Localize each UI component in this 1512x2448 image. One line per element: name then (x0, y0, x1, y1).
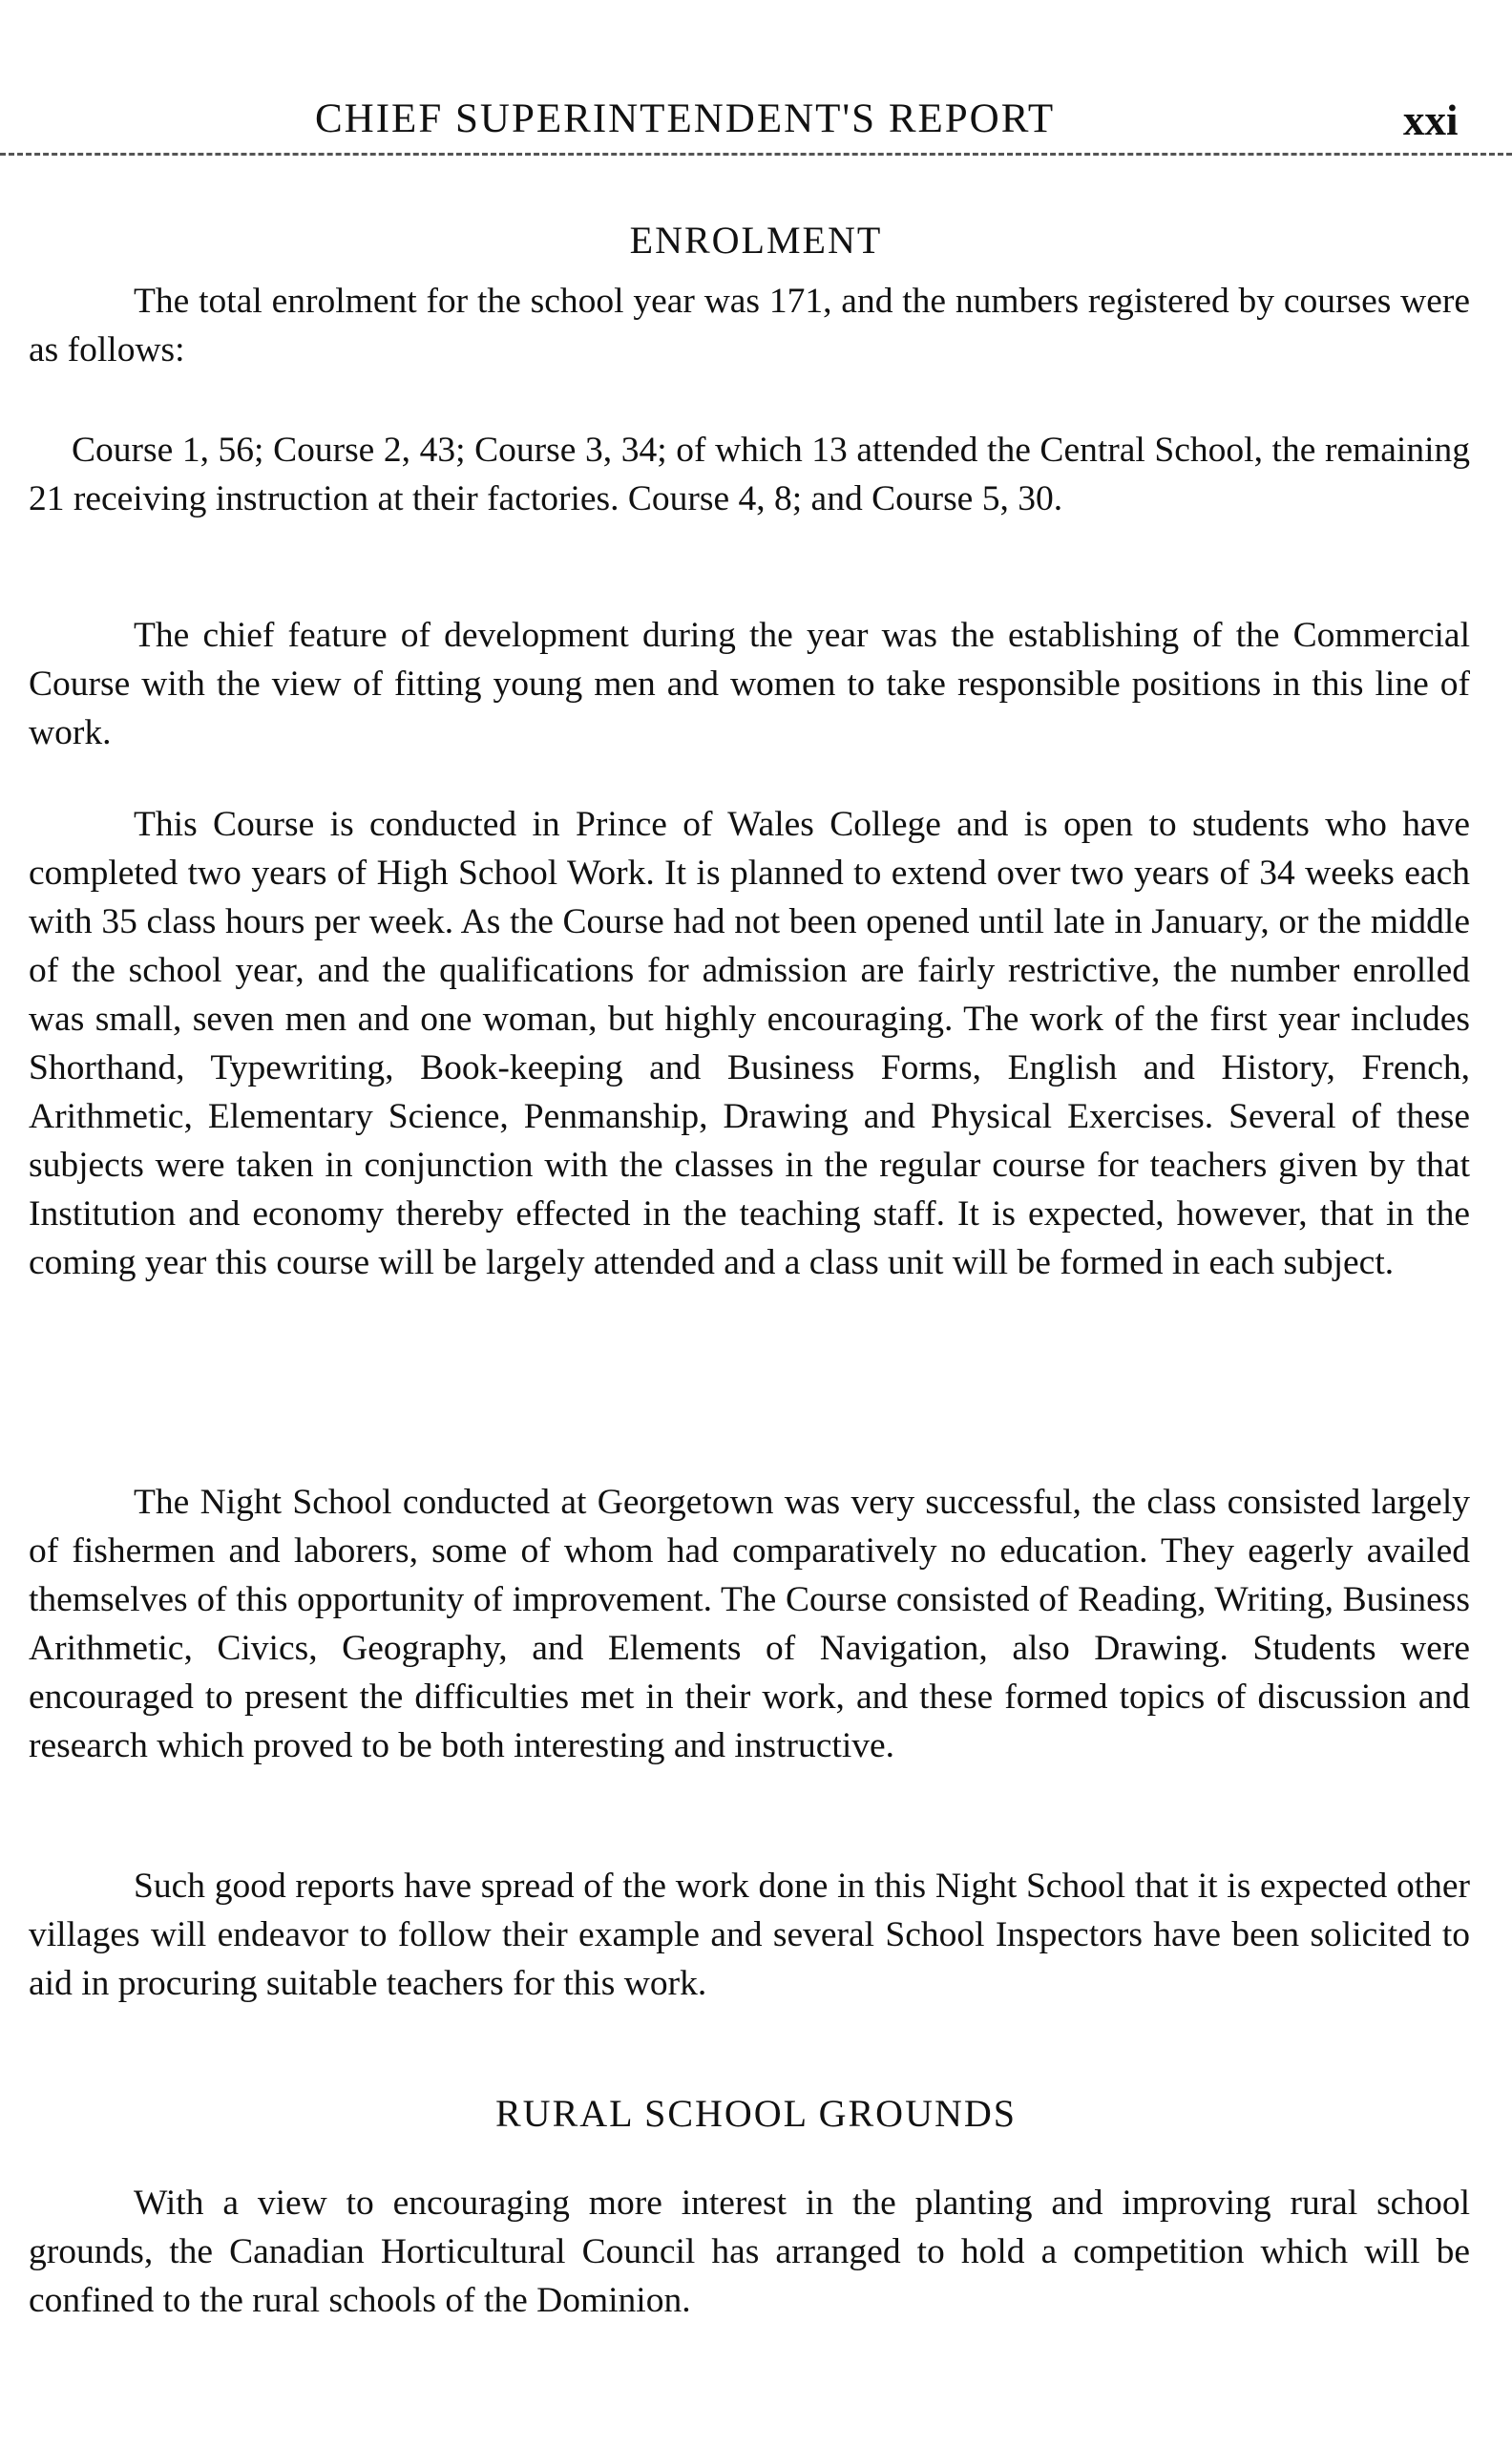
paragraph-rural-school-grounds: With a view to encouraging more interest in the planting and improving rural school grounds, the Canadian Horticultural Council has arranged to hold a competition which will be confined to the rural schools of the Dominion. (29, 2184, 1470, 2320)
paragraph-prince-of-wales-college: This Course is conducted in Prince of Wales College and is open to students who have completed two years of High School Work. It is planned to extend over two years of 34 weeks each with 35 class hours per week. As the Course had not been opened until late in January, or the middle of the school year, and the qualifications for admission are fairly restrictive, the number enrolled was small, seven men and one woman, but highly encouraging. The work of the first year includes Shorthand, Typewriting, Book-keeping and Business Forms, English and History, French, Arithmetic, Elementary Science, Penmanship, Drawing and Physical Exercises. Several of these subjects were taken in conjunction with the classes in the regular course for teachers given by that Institution and economy thereby effected in the teaching staff. It is expected, however, that in the coming year this course will be largely attended and a class unit will be formed in each subject. (29, 805, 1470, 1282)
paragraph-night-school: The Night School conducted at Georgetown was very successful, the class consisted largely of fishermen and laborers, some of whom had comparatively no education. They eagerly availed themselves of this opportunity of improvement. The Course consisted of Reading, Writing, Business Arithmetic, Civics, Geography, and Elements of Navigation, also Drawing. Students were encouraged to present the difficulties met in their work, and these formed topics of discussion and research which proved to be both interesting and instructive. (29, 1483, 1470, 1765)
paragraph-enrolment-intro: The total enrolment for the school year was 171, and the numbers registered by courses were as follows: (29, 282, 1470, 369)
section-heading-enrolment: ENROLMENT (629, 219, 883, 262)
paragraph-night-school-reports: Such good reports have spread of the work done in this Night School that it is expected other villages will endeavor to follow their example and several School Inspectors have been solicited to aid in procuring suitable teachers for this work. (29, 1867, 1470, 2003)
paragraph-course-numbers: Course 1, 56; Course 2, 43; Course 3, 34; of which 13 attended the Central School, the remaining 21 receiving instruction at their factories. Course 4, 8; and Course 5, 30. (29, 431, 1470, 518)
running-head (0, 95, 1512, 153)
paragraph-commercial-course: The chief feature of development during the year was the establishing of the Commercial Course with the view of fitting young men and women to take responsible positions in this line of work. (29, 616, 1470, 752)
section-heading-rural-school-grounds: RURAL SCHOOL GROUNDS (495, 2092, 1017, 2135)
header-rule (0, 153, 1512, 156)
page-number: xxi (1403, 96, 1459, 144)
running-title: CHIEF SUPERINTENDENT'S REPORT (315, 96, 1056, 141)
